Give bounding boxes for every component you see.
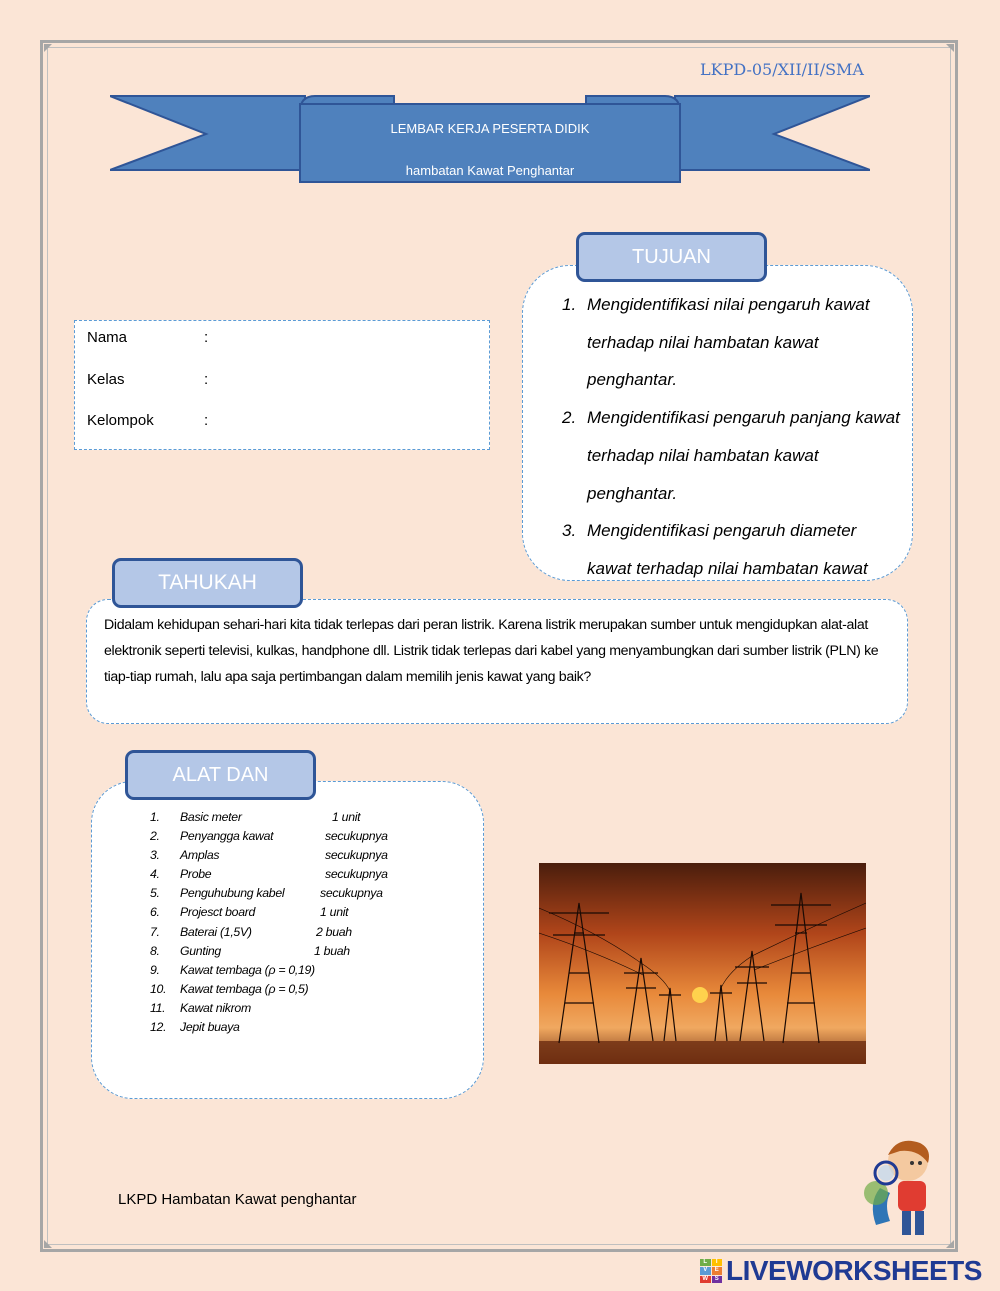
item-qty: 1 unit [332,810,361,824]
list-number: 8. [150,943,160,958]
list-item [150,942,470,961]
group-field[interactable]: : [204,412,209,429]
item-name: Kawat nikrom [180,1000,251,1015]
brand-name: LIVEWORKSHEETS [726,1255,982,1286]
document-code: LKPD-05/XII/II/SMA [700,60,864,79]
list-number: 6. [150,905,160,920]
list-item [150,980,470,999]
list-item [150,827,470,846]
item-qty: 1 unit [320,905,349,920]
logo-letter: V [700,1267,711,1274]
logo-letter: W [700,1276,711,1283]
item-name: Kawat tembaga (ρ = 0,19) [180,962,315,977]
list-number: 1. [150,810,160,824]
item-name: Gunting [180,943,221,958]
list-number: 3. [150,848,160,863]
logo-letter: E [712,1267,723,1274]
list-number: 5. [150,886,160,901]
tujuan-tab: TUJUAN [576,232,767,282]
ribbon-title: LEMBAR KERJA PESERTA DIDIK [390,121,590,136]
list-text: Mengidentifikasi pengaruh diameter kawat terhadap nilai hambatan kawat [587,521,868,578]
identity-box [74,320,490,450]
tahukah-tab: TAHUKAH [112,558,303,608]
corner-ornament [946,44,954,52]
logo-letter: I [712,1259,723,1266]
group-label: Kelompok [87,412,154,429]
tahukah-paragraph: Didalam kehidupan sehari-hari kita tidak terlepas dari peran listrik. Karena listrik merupakan sumber untuk mengidupkan alat-alat elektronik seperti televisi, kulkas, handphone dll. Listrik tidak terlepas dari kabel yang menyambungkan dari sumber listrik (PLN) ke tiap-tiap rumah, lalu apa saja pertimbangan dalam memilih jenis kawat yang baik? [104,617,879,685]
item-name: Baterai (1,5V) [180,924,252,939]
class-label: Kelas [87,371,125,388]
list-item [150,923,470,942]
item-qty: 2 buah [316,924,352,939]
ribbon-subtitle: hambatan Kawat Penghantar [405,163,575,178]
class-field[interactable]: : [204,371,209,388]
list-number: 10. [150,981,167,996]
list-item [150,903,470,922]
item-qty: secukupnya [320,886,383,901]
corner-ornament [44,1240,52,1248]
item-name: Kawat tembaga (ρ = 0,5) [180,981,309,996]
footer-text: LKPD Hambatan Kawat penghantar [118,1191,357,1208]
kid-magnifier-illustration [860,1133,950,1243]
list-item [150,865,470,884]
list-item [150,961,470,980]
list-number: 1. [562,295,577,314]
item-name: Probe [180,867,212,882]
list-number: 2. [150,829,160,844]
list-item [150,1018,470,1037]
item-name: Penyangga kawat [180,829,274,844]
tujuan-list [562,286,902,625]
item-name: Amplas [180,848,220,863]
alat-list [150,808,470,1037]
logo-letter: L [700,1259,711,1266]
item-qty: secukupnya [325,848,388,863]
liveworksheets-logo-icon [700,1259,722,1283]
list-number: 4. [150,867,160,882]
name-field[interactable]: : [204,329,209,346]
name-label: Nama [87,329,128,346]
logo-letter: S [712,1276,723,1283]
list-number: 3. [562,521,577,541]
item-name: Projesct board [180,905,256,920]
corner-ornament [44,44,52,52]
item-name: Jepit buaya [180,1020,240,1035]
list-item [150,808,470,827]
item-qty: secukupnya [325,829,388,844]
liveworksheets-brand[interactable] [700,1256,982,1286]
list-item [150,999,470,1018]
list-item [150,846,470,865]
item-name: Penguhubung kabel [180,886,285,901]
item-qty: 1 buah [314,943,350,958]
list-number: 7. [150,924,160,939]
list-item [562,399,902,512]
list-text: Mengidentifikasi nilai pengaruh kawat terhadap nilai hambatan kawat penghantar. [587,295,870,390]
list-text: Mengidentifikasi pengaruh panjang kawat terhadap nilai hambatan kawat penghantar. [587,408,900,503]
item-qty: secukupnya [325,867,388,882]
alat-tab: ALAT DAN [125,750,316,800]
list-number: 11. [150,1000,166,1015]
list-number: 12. [150,1020,167,1035]
power-tower-photo [539,863,866,1064]
list-number: 2. [562,408,577,428]
list-number: 9. [150,962,160,977]
item-name: Basic meter [180,810,242,824]
list-item [562,286,902,399]
list-item [150,884,470,903]
